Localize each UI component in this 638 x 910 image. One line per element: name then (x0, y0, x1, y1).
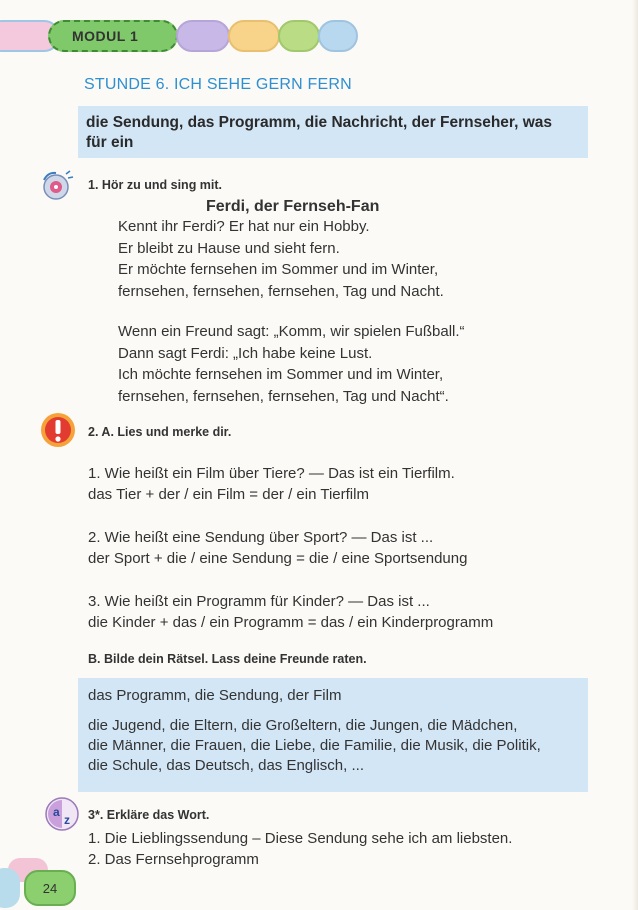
answer-line: die Kinder + das / ein Programm = das / ein Kinderprogramm (88, 614, 494, 631)
header-pill-green (278, 20, 320, 52)
lesson-title: STUNDE 6. ICH SEHE GERN FERN (84, 76, 352, 93)
word-box (78, 678, 588, 792)
header-pill-purple (176, 20, 230, 52)
task3-lines (88, 828, 512, 870)
task3-line: 2. Das Fernsehprogramm (88, 851, 259, 868)
vocabulary-line: die Sendung, das Programm, die Nachricht, der Fernseher, was (86, 114, 552, 131)
task3-label: 3*. Erkläre das Wort. (88, 808, 210, 822)
word-box-line: das Programm, die Sendung, der Film (88, 687, 342, 704)
question-line: 2. Wie heißt eine Sendung über Sport? — Das ist ... (88, 529, 434, 546)
header-pill-orange (228, 20, 280, 52)
task2-item-3 (88, 591, 493, 633)
question-line: 3. Wie heißt ein Programm für Kinder? — Das ist ... (88, 593, 430, 610)
poem-line: Wenn ein Freund sagt: „Komm, wir spielen Fußball.“ (118, 323, 465, 340)
task2b-label: B. Bilde dein Rätsel. Lass deine Freunde raten. (88, 652, 367, 666)
word-box-line: die Schule, das Deutsch, das Englisch, ... (88, 757, 364, 774)
exclamation-icon (40, 412, 76, 448)
svg-text:a: a (53, 805, 60, 819)
task2-item-2 (88, 527, 467, 569)
page-number: 24 (24, 870, 76, 906)
poem-line: fernsehen, fernsehen, fernsehen, Tag und Nacht. (118, 282, 444, 300)
poem-line: Er möchte fernsehen im Sommer und im Winter, (118, 261, 439, 278)
cd-audio-icon (38, 168, 74, 202)
task2-item-1 (88, 463, 455, 505)
svg-text:z: z (64, 813, 70, 827)
task3-line: 1. Die Lieblingssendung – Diese Sendung sehe ich am liebsten. (88, 830, 513, 847)
a-z-dictionary-icon (44, 796, 80, 832)
page-edge-shadow (632, 0, 638, 910)
question-line: 1. Wie heißt ein Film über Tiere? — Das ist ein Tierfilm. (88, 465, 455, 482)
poem-stanza-1 (118, 216, 444, 302)
task2a-label: 2. A. Lies und merke dir. (88, 425, 232, 439)
poem-title: Ferdi, der Fernseh-Fan (206, 198, 380, 215)
word-box-line: die Männer, die Frauen, die Liebe, die Familie, die Musik, die Politik, (88, 737, 541, 754)
answer-line: das Tier + der / ein Film = der / ein Tierfilm (88, 486, 369, 503)
poem-line: Kennt ihr Ferdi? Er hat nur ein Hobby. (118, 218, 370, 235)
task1-label: 1. Hör zu und sing mit. (88, 178, 223, 192)
poem-line: Ich möchte fernsehen im Sommer und im Winter, (118, 366, 444, 383)
vocabulary-line: für ein (86, 134, 134, 151)
poem-line: Er bleibt zu Hause und sieht fern. (118, 239, 340, 257)
vocabulary-box (78, 106, 588, 158)
module-label: MODUL 1 (48, 20, 178, 52)
poem-line: fernsehen, fernsehen, fernsehen, Tag und Nacht“. (118, 387, 449, 405)
poem-stanza-2 (118, 321, 465, 407)
word-box-line: die Jugend, die Eltern, die Großeltern, die Jungen, die Mädchen, (88, 717, 518, 734)
answer-line: der Sport + die / eine Sendung = die / eine Sportsendung (88, 550, 468, 567)
header-pill-blue (318, 20, 358, 52)
poem-line: Dann sagt Ferdi: „Ich habe keine Lust. (118, 344, 373, 362)
footer-pill-blue (0, 868, 20, 908)
